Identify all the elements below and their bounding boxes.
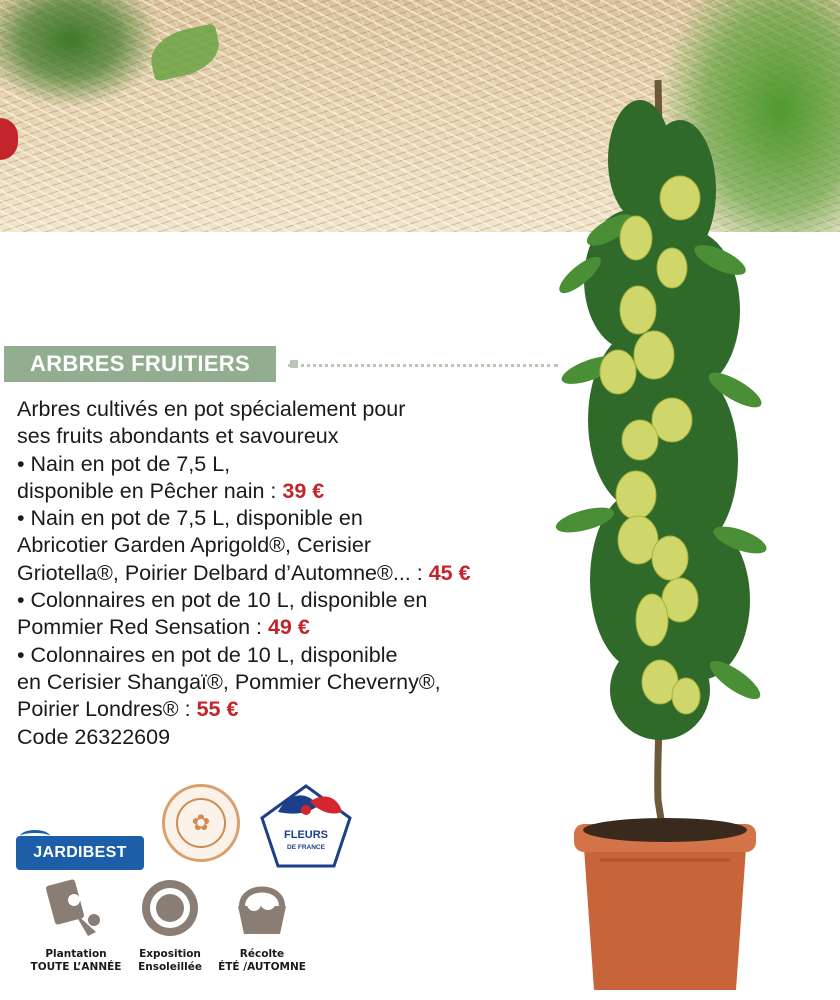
desc-line: Poirier Londres® : 55 €	[17, 697, 239, 722]
environmental-quality-seal	[162, 784, 240, 862]
picto-label-planting: Plantation TOUTE L’ANNÉE	[30, 948, 122, 973]
fleurs-line2: DE FRANCE	[287, 844, 325, 851]
category-ribbon	[4, 346, 276, 382]
desc-line: disponible en Pêcher nain : 39 €	[17, 478, 325, 503]
fleurs-de-france-label	[258, 782, 354, 868]
desc-line: • Nain en pot de 7,5 L,	[17, 451, 231, 476]
product-code: Code 26322609	[17, 724, 171, 749]
sunflower-icon: ✿	[176, 798, 226, 848]
picto-label-exposure: Exposition Ensoleillée	[138, 948, 202, 973]
planting-icon	[44, 876, 108, 940]
price-dwarf-varieties: 45 €	[428, 560, 471, 585]
price-red-sensation: 49 €	[267, 615, 310, 640]
product-description	[17, 396, 557, 751]
desc-line: Pommier Red Sensation : 49 €	[17, 615, 310, 640]
fleurs-line1: FLEURS	[284, 829, 328, 841]
desc-line: en Cerisier Shangaï®, Pommier Cheverny®,	[17, 669, 441, 694]
jardibest-logo: JARDIBEST	[16, 836, 144, 870]
desc-line: Arbres cultivés en pot spécialement pour	[17, 397, 406, 421]
desc-line: ses fruits abondants et savoureux	[17, 424, 339, 449]
picto-label-harvest: Récolte ÉTÉ /AUTOMNE	[218, 948, 306, 973]
ribbon-dotted-line	[288, 364, 558, 367]
price-peach: 39 €	[282, 478, 325, 503]
harvest-basket-icon	[230, 876, 294, 940]
desc-line: Griotella®, Poirier Delbard d’Automne®... : 45 €	[17, 560, 471, 585]
strawberry-leaf	[146, 23, 224, 82]
sun-exposure-icon	[138, 876, 202, 940]
desc-line: • Nain en pot de 7,5 L, disponible en	[17, 506, 363, 531]
strawberry-fruit	[0, 118, 18, 160]
desc-line: Abricotier Garden Aprigold®, Cerisier	[17, 533, 372, 558]
desc-line: • Colonnaires en pot de 10 L, disponible en	[17, 588, 428, 613]
category-title: ARBRES FRUITIERS	[30, 351, 250, 376]
price-columnar-varieties: 55 €	[196, 697, 239, 722]
pear-tree-in-pot-photo	[540, 40, 770, 1000]
desc-line: • Colonnaires en pot de 10 L, disponible	[17, 642, 398, 667]
